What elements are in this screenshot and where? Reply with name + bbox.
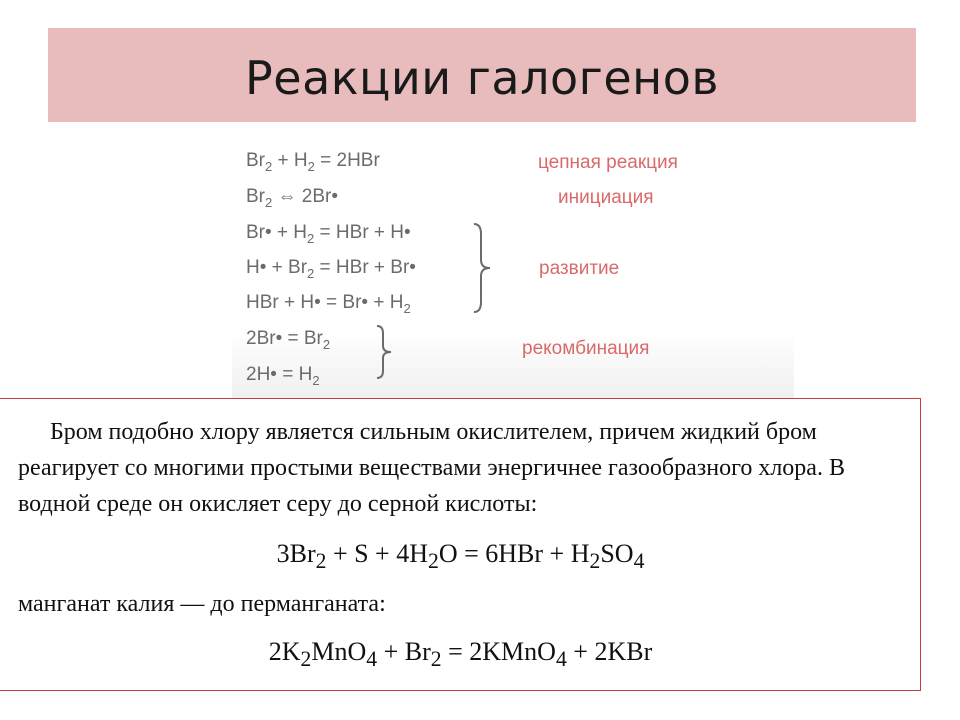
- equation-1: $Br_2 + H_2 = 2HBr$: [246, 150, 380, 174]
- label-initiation: инициация: [558, 187, 654, 208]
- formula-sulfur-oxidation: $3Br_2 + S + 4H_2O = 6HBr + H_2SO_4$: [276, 539, 645, 574]
- paragraph-line-3: водной среде он окисляет серу до серной кислоты:: [18, 491, 538, 517]
- equation-2: $Br_2$ ⇔ 2Br•: [246, 186, 339, 210]
- title-banner: [48, 28, 916, 122]
- equation-6: 2Br• = $Br_2$: [246, 328, 331, 352]
- label-chain-reaction: цепная реакция: [538, 152, 678, 173]
- propagation-brace: [470, 222, 496, 314]
- paragraph-line-1: Бром подобно хлору является сильным окислителем, причем жидкий бром: [50, 419, 817, 445]
- slide-title: Реакции галогенов: [245, 51, 719, 105]
- label-propagation: развитие: [539, 258, 620, 279]
- formula-manganate-oxidation: $2K_2MnO_4 + Br_2$ = 2KMnO$_4$ + 2KBr: [268, 637, 653, 672]
- paragraph-line-2: реагирует со многими простыми веществами энергичнее газообразного хлора. В: [18, 455, 845, 481]
- equation-7: 2H• = $H_2$: [246, 364, 320, 388]
- equation-5: HBr + H• = Br• + $H_2$: [246, 292, 411, 316]
- paragraph-line-4: манганат калия — до перманганата:: [18, 591, 386, 617]
- equation-3: Br• + $H_2$ = HBr + H•: [246, 222, 411, 246]
- reaction-scheme: [232, 140, 794, 398]
- recombination-brace: [374, 324, 396, 380]
- label-recombination: рекомбинация: [522, 338, 650, 359]
- text-excerpt: [0, 398, 921, 691]
- equation-4: H• + $Br_2$ = HBr + Br•: [246, 257, 416, 281]
